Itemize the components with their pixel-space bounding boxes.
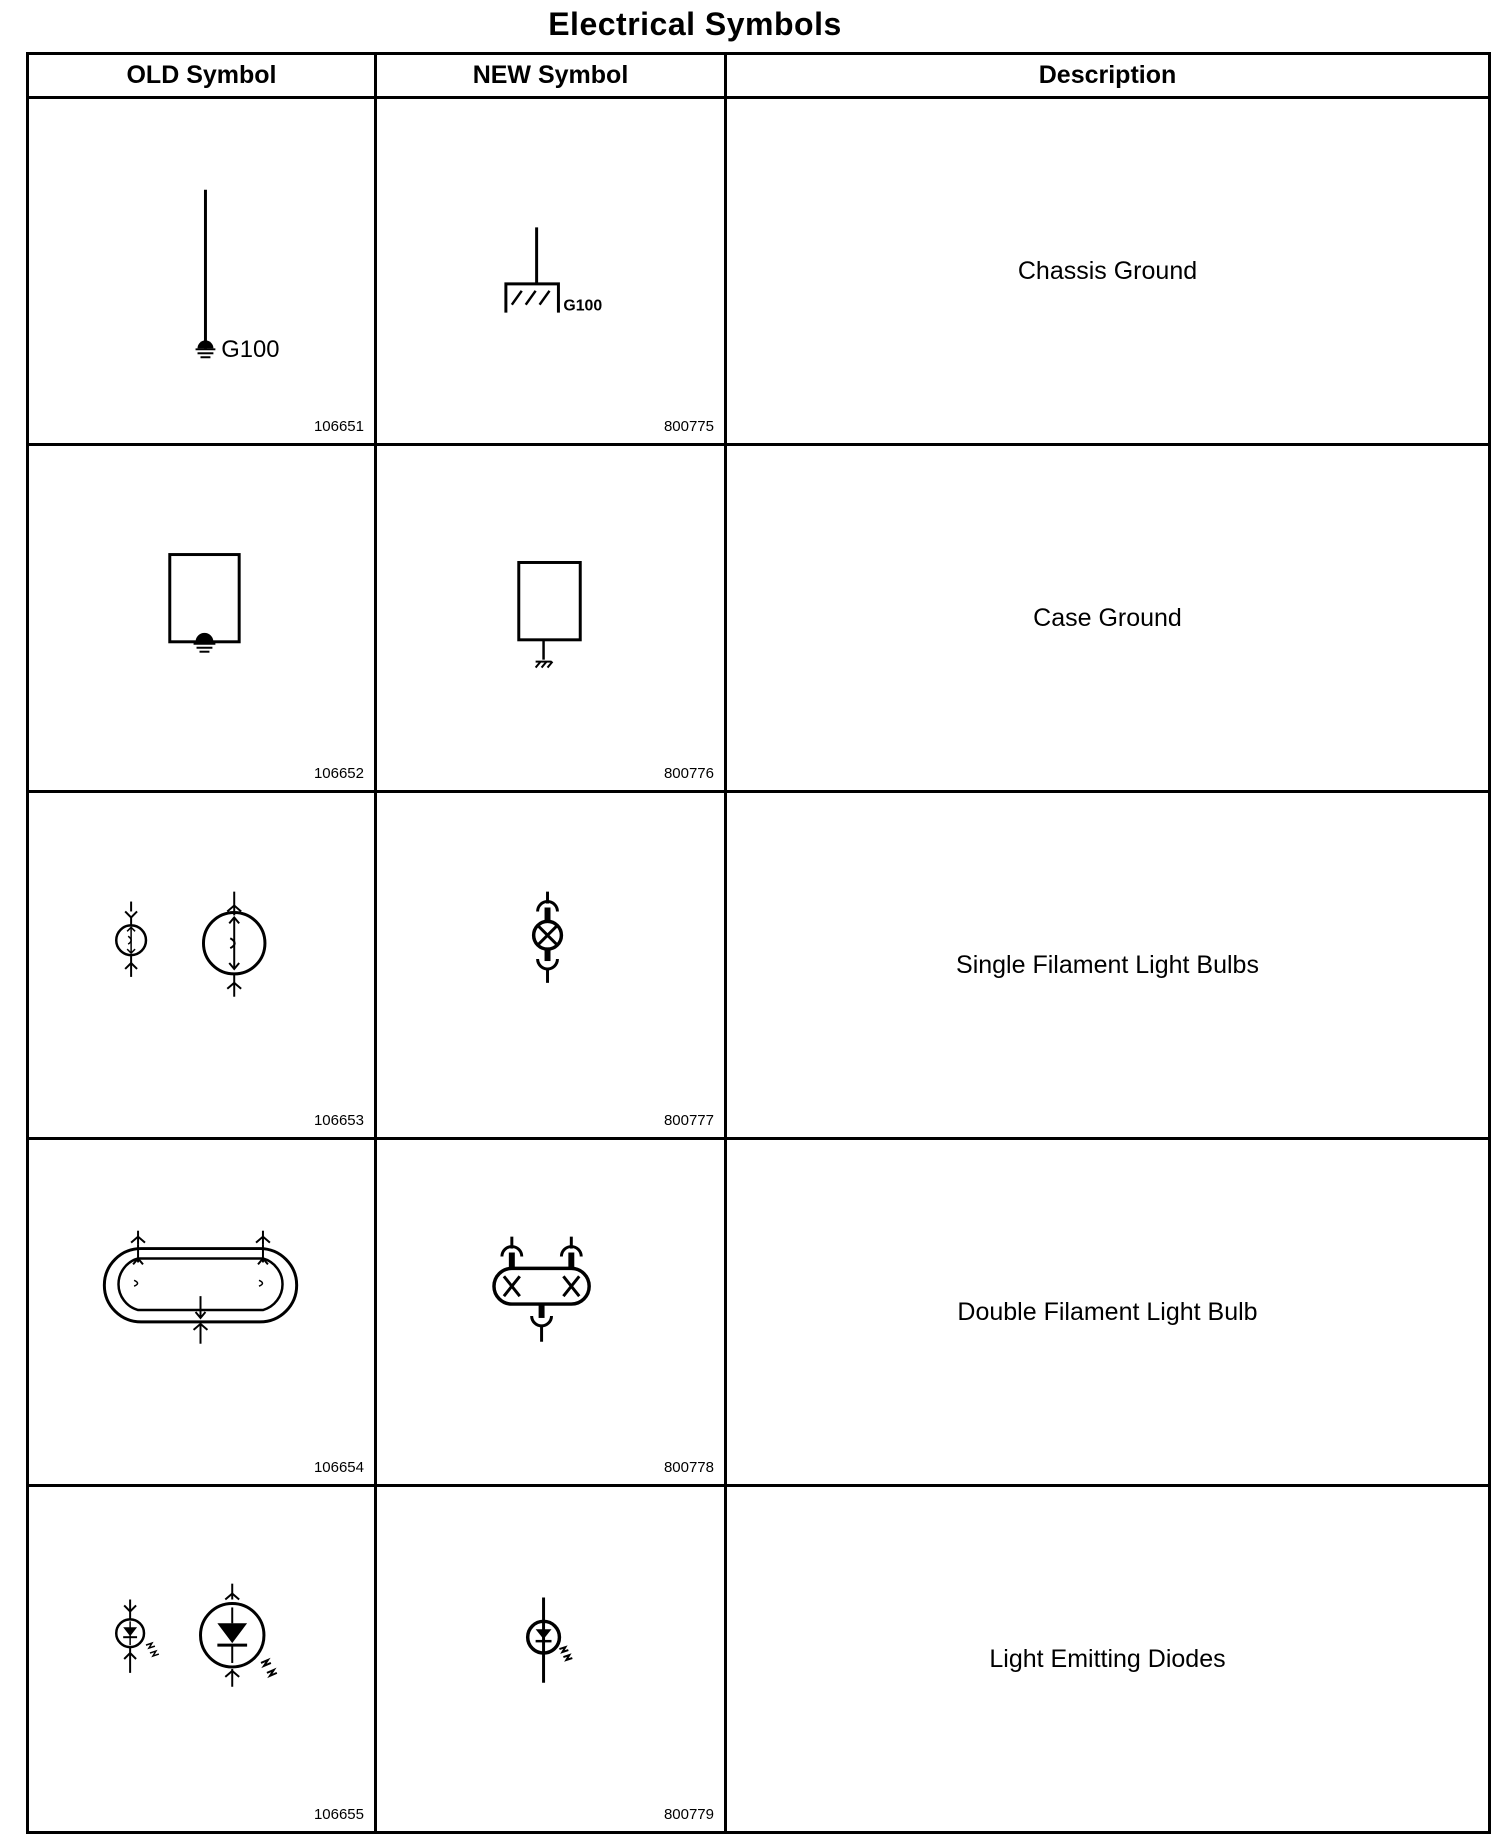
old-ground-label: G100 — [221, 336, 280, 364]
figure-number: 800779 — [663, 1806, 714, 1823]
figure-number: 106654 — [313, 1459, 364, 1476]
old-symbol-cell — [28, 1486, 376, 1833]
new-symbol-cell — [376, 1486, 726, 1833]
new-double-filament-bulb-icon — [377, 1140, 724, 1484]
new-single-filament-bulb-icon — [377, 793, 724, 1137]
table-row — [28, 792, 1490, 1139]
old-symbol-cell — [28, 792, 376, 1139]
description-cell: Light Emitting Diodes — [726, 1486, 1490, 1833]
description-cell: Case Ground — [726, 445, 1490, 792]
page-title: Electrical Symbols — [548, 6, 842, 42]
table-header-row — [28, 54, 1490, 98]
figure-number: 800777 — [663, 1112, 714, 1129]
table-row — [28, 1139, 1490, 1486]
old-single-filament-bulb-icon — [29, 793, 374, 1137]
symbols-table — [26, 52, 1491, 1834]
figure-number: 106652 — [313, 765, 364, 782]
old-led-icon — [29, 1487, 374, 1831]
old-case-ground-icon — [29, 446, 374, 790]
description-cell: Chassis Ground — [726, 98, 1490, 445]
old-chassis-ground-icon — [29, 99, 374, 443]
old-symbol-cell — [28, 1139, 376, 1486]
new-case-ground-icon — [377, 446, 724, 790]
new-symbol-cell — [376, 445, 726, 792]
table-row — [28, 98, 1490, 445]
old-symbol-cell — [28, 98, 376, 445]
new-symbol-cell — [376, 98, 726, 445]
new-chassis-ground-icon — [377, 99, 724, 443]
description-cell: Single Filament Light Bulbs — [726, 792, 1490, 1139]
description-cell: Double Filament Light Bulb — [726, 1139, 1490, 1486]
figure-number: 106655 — [313, 1806, 364, 1823]
new-symbol-cell — [376, 792, 726, 1139]
old-symbol-cell — [28, 445, 376, 792]
old-double-filament-bulb-icon — [29, 1140, 374, 1484]
figure-number: 106651 — [313, 418, 364, 435]
figure-number: 800778 — [663, 1459, 714, 1476]
header-new-symbol: NEW Symbol — [376, 54, 726, 98]
new-symbol-cell — [376, 1139, 726, 1486]
header-old-symbol: OLD Symbol — [28, 54, 376, 98]
new-led-icon — [377, 1487, 724, 1831]
table-row — [28, 445, 1490, 792]
figure-number: 800775 — [663, 418, 714, 435]
header-description: Description — [726, 54, 1490, 98]
figure-number: 800776 — [663, 765, 714, 782]
new-ground-label: G100 — [563, 297, 603, 315]
table-row — [28, 1486, 1490, 1833]
figure-number: 106653 — [313, 1112, 364, 1129]
